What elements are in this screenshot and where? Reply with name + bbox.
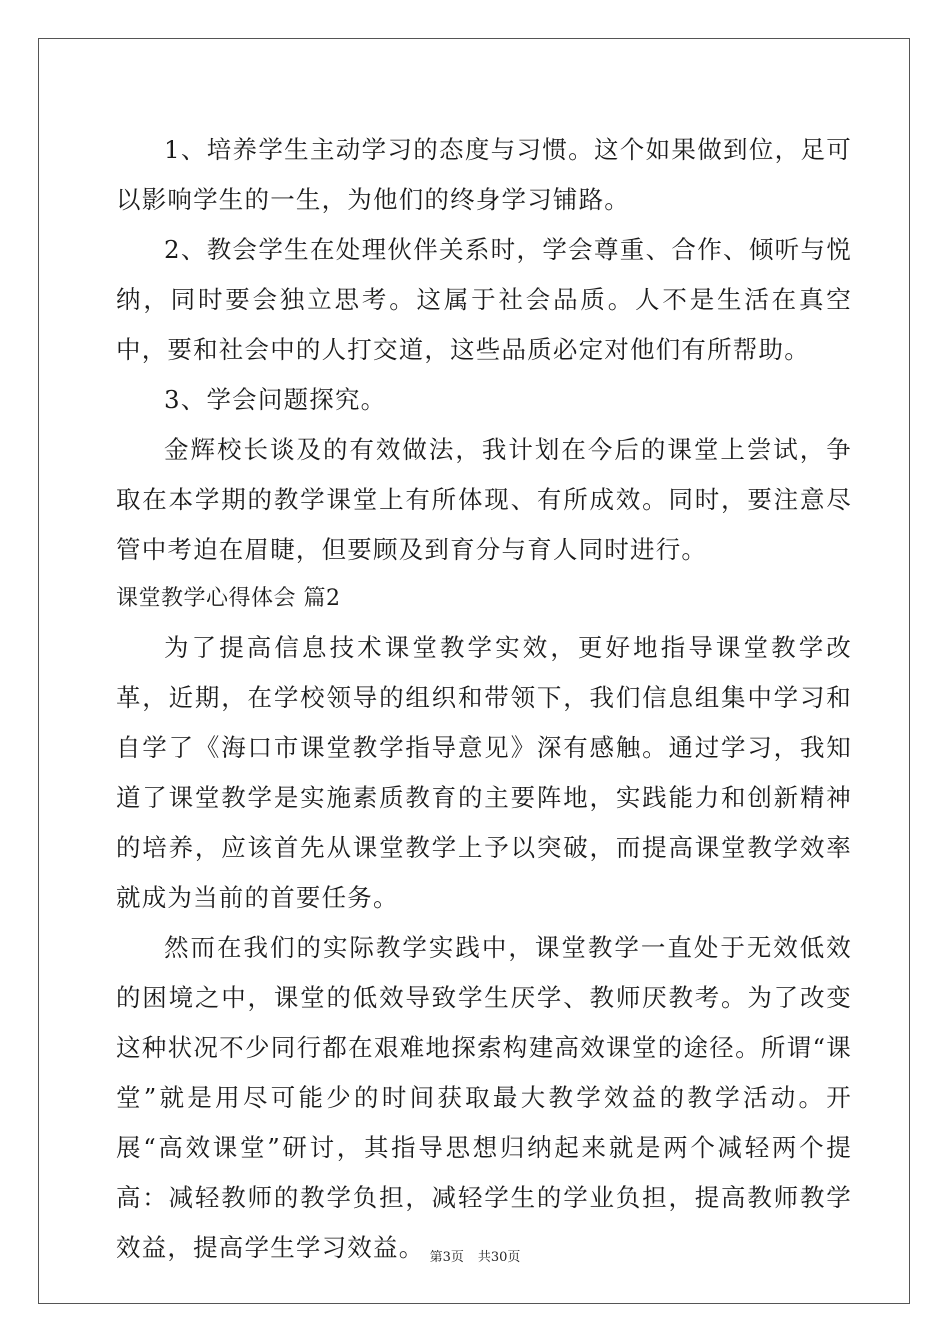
- section-paragraph-1: 为了提高信息技术课堂教学实效，更好地指导课堂教学改革，近期，在学校领导的组织和带领下，我们信息组集中学习和自学了《海口市课堂教学指导意见》深有感触。通过学习，我知道了课堂教学是实施素质教育的主要阵地，实践能力和创新精神的培养，应该首先从课堂教学上予以突破，而提高课堂教学效率就成为当前的首要任务。: [116, 633, 852, 912]
- section-paragraph-2: 然而在我们的实际教学实践中，课堂教学一直处于无效低效的困境之中，课堂的低效导致学生厌学、教师厌教考。为了改变这种状况不少同行都在艰难地探索构建高效课堂的途径。所谓“课堂”就是用尽可能少的时间获取最大教学效益的教学活动。开展“高效课堂”研讨，其指导思想归纳起来就是两个减轻两个提高：减轻教师的教学负担，减轻学生的学业负担，提高教师教学效益，提高学生学习效益。: [116, 933, 852, 1262]
- page-number: 第3页: [429, 1250, 464, 1265]
- paragraph-4: 金辉校长谈及的有效做法，我计划在今后的课堂上尝试，争取在本学期的教学课堂上有所体现、有所成效。同时，要注意尽管中考迫在眉睫，但要顾及到育分与育人同时进行。: [116, 435, 852, 564]
- section-title: 课堂教学心得体会 篇2: [116, 586, 341, 611]
- total-pages: 共30页: [477, 1250, 521, 1265]
- page-footer: [0, 1246, 950, 1265]
- paragraph-1: 1、培养学生主动学习的态度与习惯。这个如果做到位，足可以影响学生的一生，为他们的终身学习铺路。: [116, 135, 852, 214]
- paragraph-2: 2、教会学生在处理伙伴关系时，学会尊重、合作、倾听与悦纳，同时要会独立思考。这属于社会品质。人不是生活在真空中，要和社会中的人打交道，这些品质必定对他们有所帮助。: [116, 235, 852, 364]
- paragraph-3: 3、学会问题探究。: [164, 385, 387, 414]
- document-body: [116, 125, 852, 1273]
